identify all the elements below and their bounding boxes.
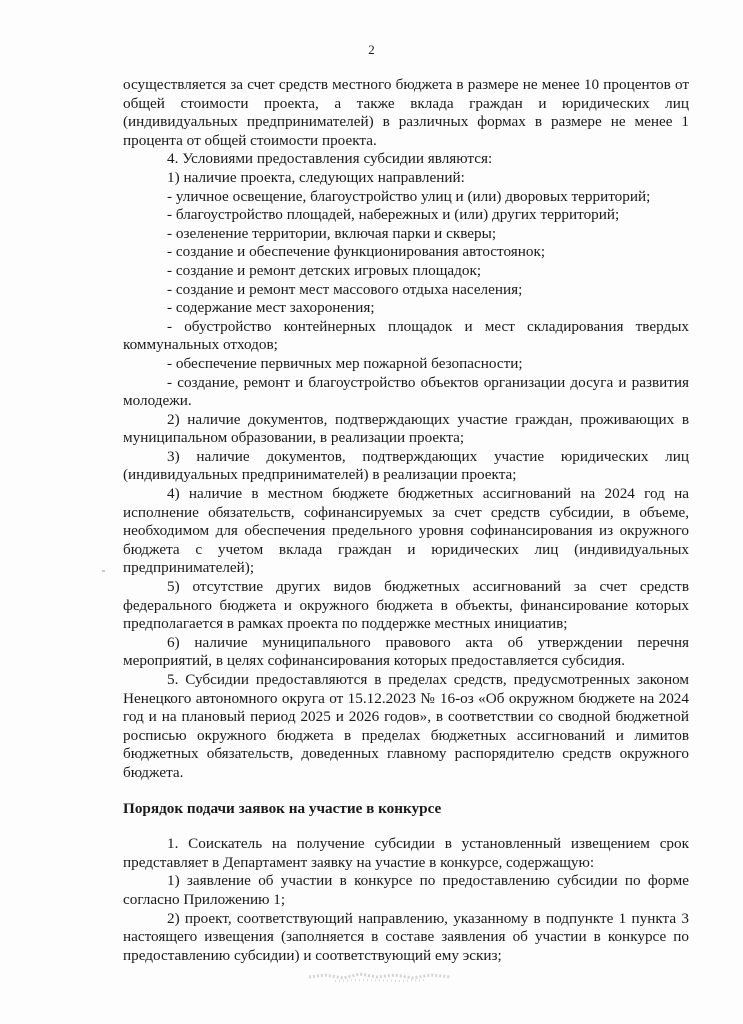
- section-heading: Порядок подачи заявок на участие в конкурсе: [123, 799, 442, 817]
- scan-speck: [102, 570, 105, 572]
- section-paragraph-subitem-2: 2) проект, соответствующий направлению, указанному в подпункте 1 пункта 3 настоящего извещения (заполняется в составе заявления об участии в конкурсе по предоставлению субсидии) и соответствующий ему эскиз;: [123, 909, 689, 964]
- list-item-direction: - создание и ремонт детских игровых площадок;: [167, 261, 482, 279]
- page-number: 2: [368, 42, 375, 57]
- paragraph-subitem-1: 1) наличие проекта, следующих направлений:: [167, 168, 465, 186]
- paragraph-subitem-5: 5) отсутствие других видов бюджетных ассигнований за счет средств федерального бюджета и окружного бюджета в объекты, финансирование которых предполагается в рамках проекта по поддержке местных инициатив;: [123, 578, 689, 633]
- paragraph-item-5: 5. Субсидии предоставляются в пределах средств, предусмотренных законом Ненецкого автономного округа от 15.12.2023 № 16-оз «Об окружном бюджете на 2024 год и на плановый период 2025 и 2026 годов», в соответствии со сводной бюджетной росписью окружного бюджета в пределах бюджетных ассигнований и лимитов бюджетных обязательств, доведенных главному распорядителю средств окружного бюджета.: [123, 671, 689, 781]
- paragraph-subitem-2: 2) наличие документов, подтверждающих участие граждан, проживающих в муниципальном образовании, в реализации проекта;: [123, 410, 689, 447]
- section-paragraph-1: 1. Соискатель на получение субсидии в установленный извещением срок представляет в Департамент заявку на участие в конкурсе, содержащую:: [123, 835, 689, 871]
- list-item-direction: - благоустройство площадей, набережных и (или) других территорий;: [167, 206, 620, 224]
- list-item-direction: - уличное освещение, благоустройство улиц и (или) дворовых территорий;: [167, 187, 651, 205]
- list-item-direction: - содержание мест захоронения;: [167, 299, 375, 317]
- list-item-direction: - озеленение территории, включая парки и скверы;: [167, 224, 497, 242]
- list-item-direction: - обеспечение первичных мер пожарной безопасности;: [167, 354, 523, 372]
- list-item-direction: - создание, ремонт и благоустройство объектов организации досуга и развития молодежи.: [123, 373, 689, 410]
- paragraph-item-4: 4. Условиями предоставления субсидии являются:: [167, 150, 493, 168]
- list-item-direction: - создание и обеспечение функционирования автостоянок;: [167, 243, 546, 261]
- paragraph-subitem-3: 3) наличие документов, подтверждающих участие юридических лиц (индивидуальных предпринимателей) в реализации проекта;: [123, 447, 689, 484]
- document-body: [123, 76, 689, 965]
- list-item-direction: - создание и ремонт мест массового отдыха населения;: [167, 280, 523, 298]
- scan-artifact-icon: [305, 968, 455, 984]
- section-paragraph-subitem-1: 1) заявление об участии в конкурсе по предоставлению субсидии по форме согласно Приложению 1;: [123, 872, 689, 908]
- paragraph-subitem-4: 4) наличие в местном бюджете бюджетных ассигнований на 2024 год на исполнение обязательств, софинансируемых за счет средств субсидии, в объеме, необходимом для обеспечения предельного уровня софинансирования из окружного бюджета с учетом вклада граждан и юридических лиц (индивидуальных предпринимателей);: [123, 485, 689, 577]
- paragraph-subitem-6: 6) наличие муниципального правового акта об утверждении перечня мероприятий, в целях софинансирования которых предоставляется субсидия.: [123, 633, 689, 670]
- list-item-direction: - обустройство контейнерных площадок и мест складирования твердых коммунальных отходов;: [123, 317, 689, 354]
- paragraph-continuation: осуществляется за счет средств местного бюджета в размере не менее 10 процентов от общей стоимости проекта, а также вклада граждан и юридических лиц (индивидуальных предпринимателей) в различных формах в размере не менее 1 процента от общей стоимости проекта.: [123, 76, 689, 149]
